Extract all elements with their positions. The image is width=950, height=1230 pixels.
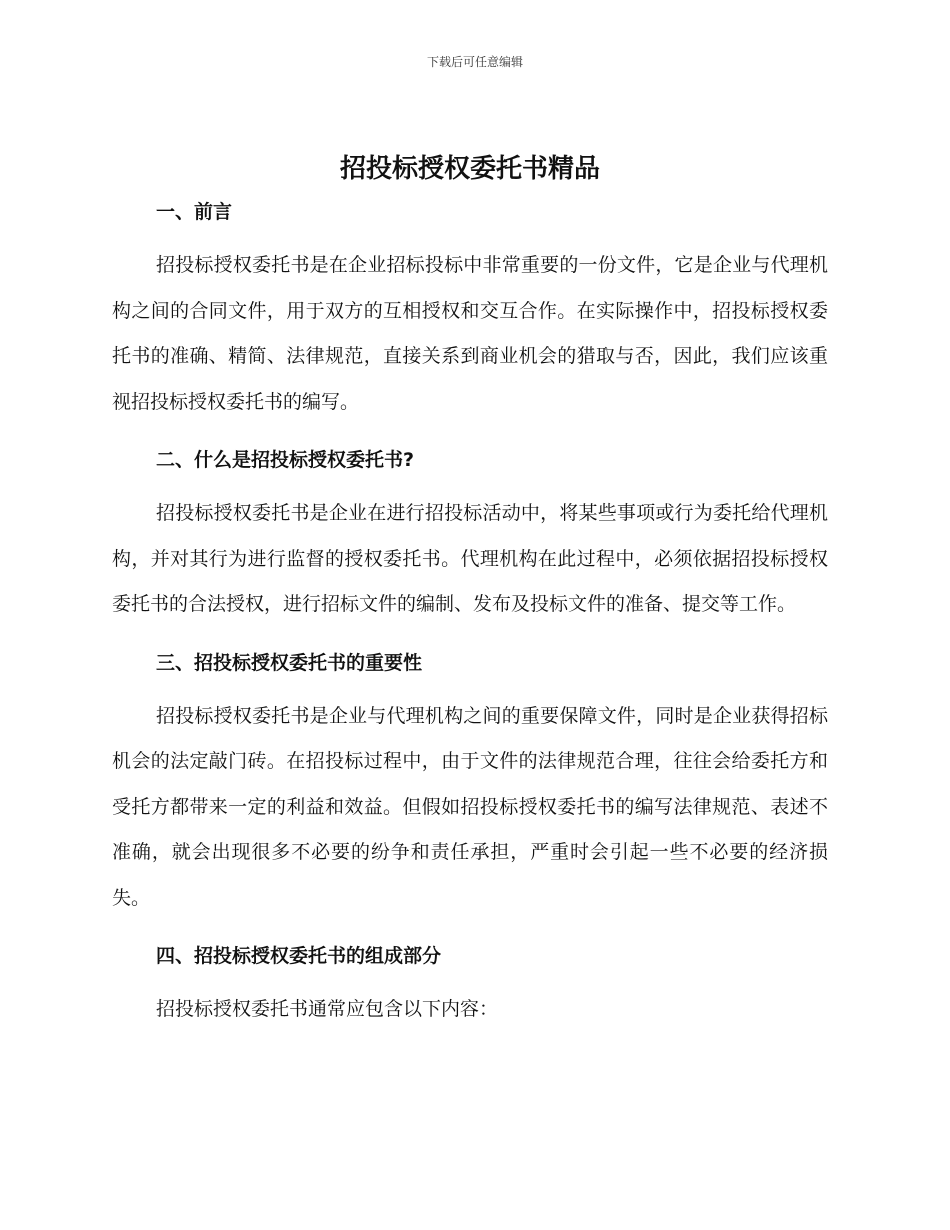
document-content: [112, 149, 828, 1033]
section-paragraph-3: 招投标授权委托书是企业与代理机构之间的重要保障文件，同时是企业获得招标机会的法定敲门砖。在招投标过程中，由于文件的法律规范合理，往往会给委托方和受托方都带来一定的利益和效益。但假如招投标授权委托书的编写法律规范、表述不准确，就会出现很多不必要的纷争和责任承担，严重时会引起一些不必要的经济损失。: [112, 704, 828, 909]
header-note: 下载后可任意编辑: [426, 55, 523, 69]
section-heading-2: 二、什么是招投标授权委托书?: [156, 449, 415, 471]
document-title: 招投标授权委托书精品: [339, 154, 600, 184]
section-heading-1: 一、前言: [156, 201, 233, 223]
section-heading-3: 三、招投标授权委托书的重要性: [156, 651, 423, 674]
section-paragraph-4: 招投标授权委托书通常应包含以下内容：: [156, 998, 499, 1020]
section-heading-4: 四、招投标授权委托书的组成部分: [156, 945, 442, 967]
section-paragraph-1: 招投标授权委托书是在企业招标投标中非常重要的一份文件，它是企业与代理机构之间的合同文件，用于双方的互相授权和交互合作。在实际操作中，招投标授权委托书的准确、精简、法律规范，直接关系到商业机会的猎取与否，因此，我们应该重视招投标授权委托书的编写。: [112, 254, 828, 413]
section-paragraph-2: 招投标授权委托书是企业在进行招投标活动中，将某些事项或行为委托给代理机构，并对其行为进行监督的授权委托书。代理机构在此过程中，必须依据招投标授权委托书的合法授权，进行招标文件的编制、发布及投标文件的准备、提交等工作。: [112, 502, 828, 615]
